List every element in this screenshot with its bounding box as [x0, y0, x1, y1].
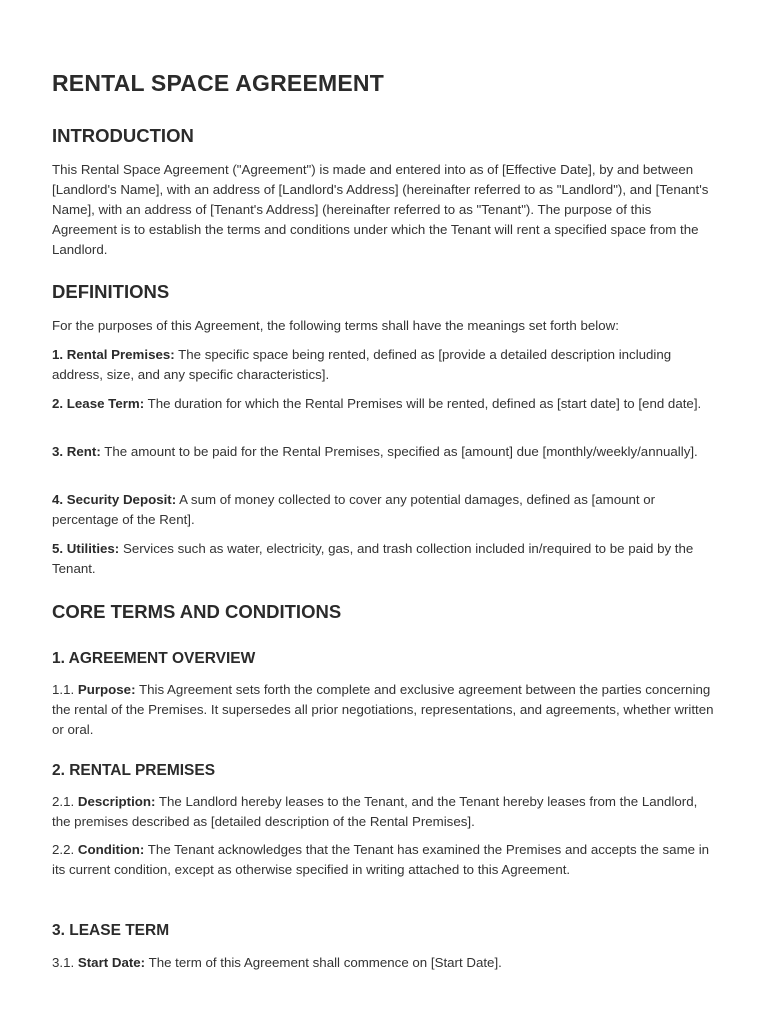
clause-text: The Landlord hereby leases to the Tenant, and the Tenant hereby leases from the Landlord, the premises described as [detailed description of the Rental Premises]. — [52, 794, 698, 829]
introduction-heading: INTRODUCTION — [52, 125, 194, 146]
clause — [52, 953, 718, 973]
document-title: RENTAL SPACE AGREEMENT — [52, 70, 384, 96]
definition-text: A sum of money collected to cover any potential damages, defined as [amount or percentage of the Rent]. — [52, 492, 656, 527]
clause-number: 2.1. — [52, 794, 78, 809]
clause-number: 1.1. — [52, 682, 78, 697]
introduction-body: This Rental Space Agreement ("Agreement") is made and entered into as of [Effective Date], by and between [Landlord's Name], with an address of [Landlord's Address] (hereinafter referred to as "Landlord"), and [Tenant's Name], with an address of [Tenant's Address] (hereinafter referred to as "Tenant"). The purpose of this Agreement is to establish the terms and conditions under which the Tenant will rent a specified space from the Landlord. — [52, 162, 709, 257]
definition-text: The amount to be paid for the Rental Premises, specified as [amount] due [monthly/weekly/annually]. — [100, 444, 698, 459]
definition-item — [52, 442, 718, 462]
clause — [52, 680, 718, 740]
clause-term: Description: — [77, 794, 156, 809]
definitions-heading: DEFINITIONS — [52, 281, 170, 302]
definition-term: 5. Utilities: — [52, 541, 120, 556]
definition-term: 3. Rent: — [52, 444, 101, 459]
definition-term: 2. Lease Term: — [52, 396, 145, 411]
clause-term: Condition: — [77, 842, 145, 857]
section-heading-agreement-overview: 1. AGREEMENT OVERVIEW — [52, 650, 256, 667]
clause-text: The Tenant acknowledges that the Tenant has examined the Premises and accepts the same in its current condition, except as otherwise specified in writing attached to this Agreement. — [52, 842, 710, 877]
clause-number: 3.1. — [52, 955, 78, 970]
definition-item — [52, 394, 718, 414]
definition-item — [52, 345, 718, 385]
definition-item — [52, 539, 718, 579]
definitions-intro: For the purposes of this Agreement, the following terms shall have the meanings set forth below: — [52, 318, 619, 333]
core-terms-heading: CORE TERMS AND CONDITIONS — [52, 601, 342, 622]
clause-number: 2.2. — [52, 842, 78, 857]
section-heading-rental-premises: 2. RENTAL PREMISES — [52, 762, 216, 779]
definition-text: The duration for which the Rental Premises will be rented, defined as [start date] to [end date]. — [144, 396, 702, 411]
clause — [52, 792, 718, 832]
section-heading-lease-term: 3. LEASE TERM — [52, 922, 170, 939]
definition-text: The specific space being rented, defined as [provide a detailed description including address, size, and any specific characteristics]. — [52, 347, 672, 382]
definition-term: 1. Rental Premises: — [52, 347, 175, 362]
clause-term: Purpose: — [77, 682, 136, 697]
definition-text: Services such as water, electricity, gas, and trash collection included in/required to be paid by the Tenant. — [52, 541, 694, 576]
clause-text: The term of this Agreement shall commence on [Start Date]. — [145, 955, 502, 970]
definition-item — [52, 490, 718, 530]
definition-term: 4. Security Deposit: — [52, 492, 177, 507]
clause — [52, 840, 718, 880]
clause-term: Start Date: — [77, 955, 146, 970]
clause-text: This Agreement sets forth the complete and exclusive agreement between the parties concerning the rental of the Premises. It supersedes all prior negotiations, representations, and agreements, whether written or oral. — [52, 682, 714, 737]
